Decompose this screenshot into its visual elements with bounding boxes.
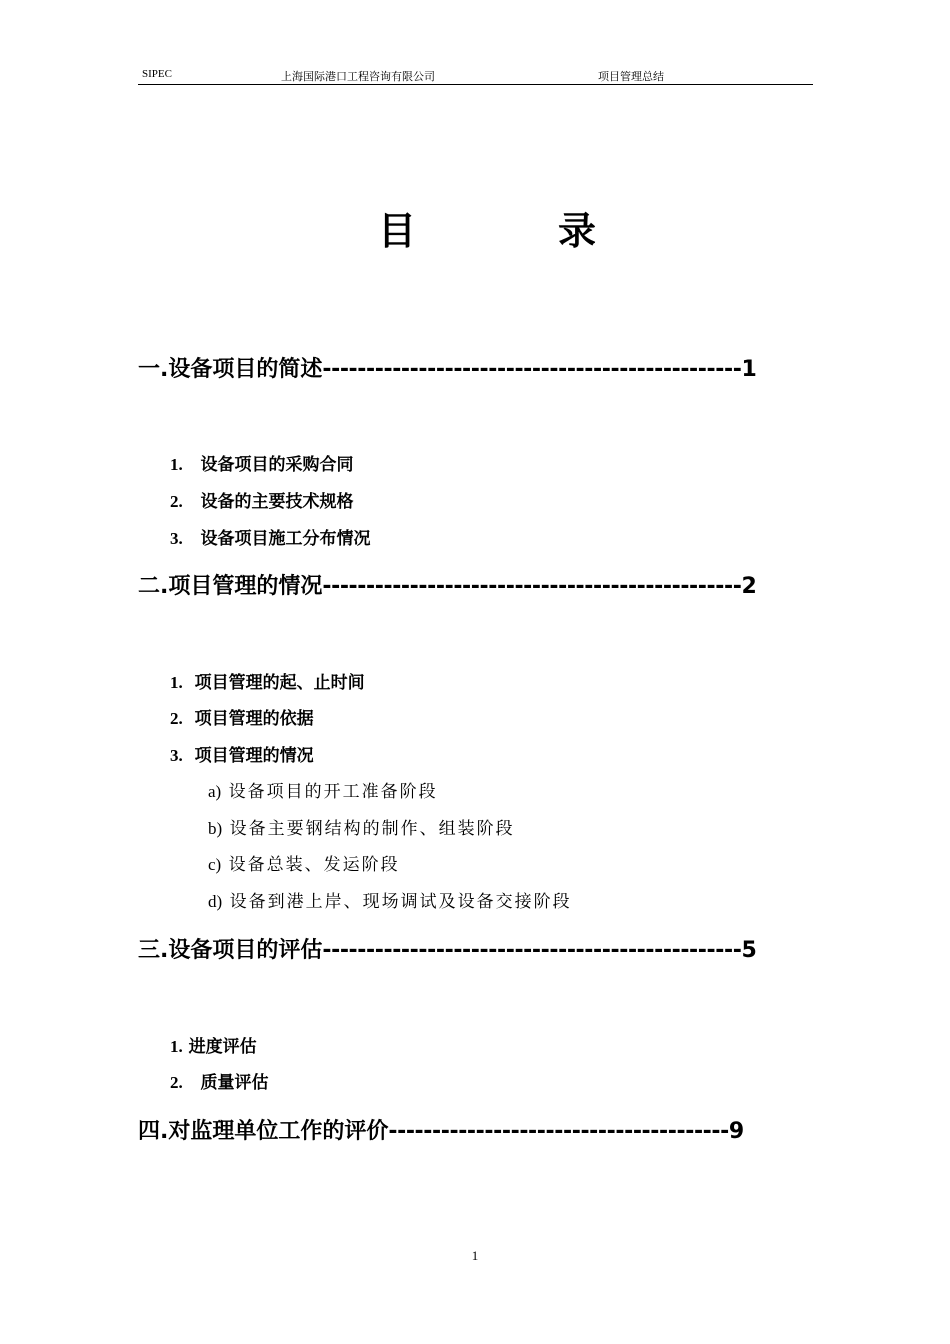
page-header xyxy=(138,68,813,85)
toc-subitem-mark: c) xyxy=(208,855,222,874)
page-footer-number: 1 xyxy=(471,1248,479,1263)
header-org-code: SIPEC xyxy=(142,68,172,80)
toc-subitem-text: 设备项目的开工准备阶段 xyxy=(228,782,438,802)
toc-item-text: 项目管理的起、止时间 xyxy=(194,673,365,693)
toc-leader-dashes: ------------------------------------------------ xyxy=(322,574,742,599)
toc-section-2[interactable] xyxy=(138,569,757,600)
toc-item-number: 3. xyxy=(170,529,183,548)
toc-item[interactable] xyxy=(170,487,354,512)
toc-item-text: 项目管理的情况 xyxy=(194,746,314,766)
header-document-title: 项目管理总结 xyxy=(598,71,664,83)
toc-section-label: 二.项目管理的情况 xyxy=(138,574,323,599)
toc-item-number: 2. xyxy=(170,709,183,728)
toc-section-3[interactable] xyxy=(138,933,757,964)
toc-item[interactable] xyxy=(170,668,365,693)
toc-item-number: 2. xyxy=(170,1073,183,1092)
toc-item-number: 3. xyxy=(170,746,183,765)
toc-item-text: 进度评估 xyxy=(188,1037,257,1057)
toc-page-number: 5 xyxy=(741,938,757,963)
toc-subitem[interactable] xyxy=(208,850,400,875)
toc-item-text: 设备项目施工分布情况 xyxy=(200,529,371,549)
toc-item[interactable] xyxy=(170,741,314,766)
toc-subitem-text: 设备总装、发运阶段 xyxy=(228,855,400,875)
toc-subitem-mark: b) xyxy=(208,819,223,838)
toc-item-number: 1. xyxy=(170,455,183,474)
toc-subitem-mark: d) xyxy=(208,892,223,911)
toc-subitem-text: 设备到港上岸、现场调试及设备交接阶段 xyxy=(229,892,572,912)
toc-item[interactable] xyxy=(170,704,314,729)
toc-subitem[interactable] xyxy=(208,887,572,912)
toc-item-number: 2. xyxy=(170,492,183,511)
toc-item[interactable] xyxy=(170,1068,269,1093)
toc-item-text: 质量评估 xyxy=(200,1073,269,1093)
toc-page-number: 2 xyxy=(741,574,757,599)
toc-page-number: 1 xyxy=(741,357,757,382)
toc-item[interactable] xyxy=(170,450,354,475)
toc-section-label: 一.设备项目的简述 xyxy=(138,357,323,382)
header-company-name: 上海国际港口工程咨询有限公司 xyxy=(281,71,435,83)
toc-subitem[interactable] xyxy=(208,777,438,802)
toc-section-4[interactable] xyxy=(138,1114,744,1145)
toc-subitem[interactable] xyxy=(208,814,515,839)
toc-item-text: 设备项目的采购合同 xyxy=(200,455,354,475)
toc-page-number: 9 xyxy=(728,1119,745,1144)
toc-section-1[interactable] xyxy=(138,352,757,383)
toc-section-label: 四.对监理单位工作的评价 xyxy=(138,1119,389,1144)
toc-item-text: 设备的主要技术规格 xyxy=(200,492,354,512)
toc-item[interactable] xyxy=(170,524,371,549)
toc-title-char-1: 目 xyxy=(378,209,417,253)
toc-subitem-mark: a) xyxy=(208,782,222,801)
toc-item-number: 1. xyxy=(170,1037,183,1056)
toc-leader-dashes: ------------------------------------------------ xyxy=(322,357,742,382)
toc-title xyxy=(0,200,950,253)
toc-section-label: 三.设备项目的评估 xyxy=(138,938,323,963)
toc-item[interactable] xyxy=(170,1032,257,1057)
toc-leader-dashes: --------------------------------------- xyxy=(388,1119,729,1144)
toc-title-char-2: 录 xyxy=(558,209,597,253)
toc-leader-dashes: ------------------------------------------------ xyxy=(322,938,742,963)
toc-item-number: 1. xyxy=(170,673,183,692)
toc-item-text: 项目管理的依据 xyxy=(194,709,314,729)
toc-subitem-text: 设备主要钢结构的制作、组装阶段 xyxy=(229,819,515,839)
